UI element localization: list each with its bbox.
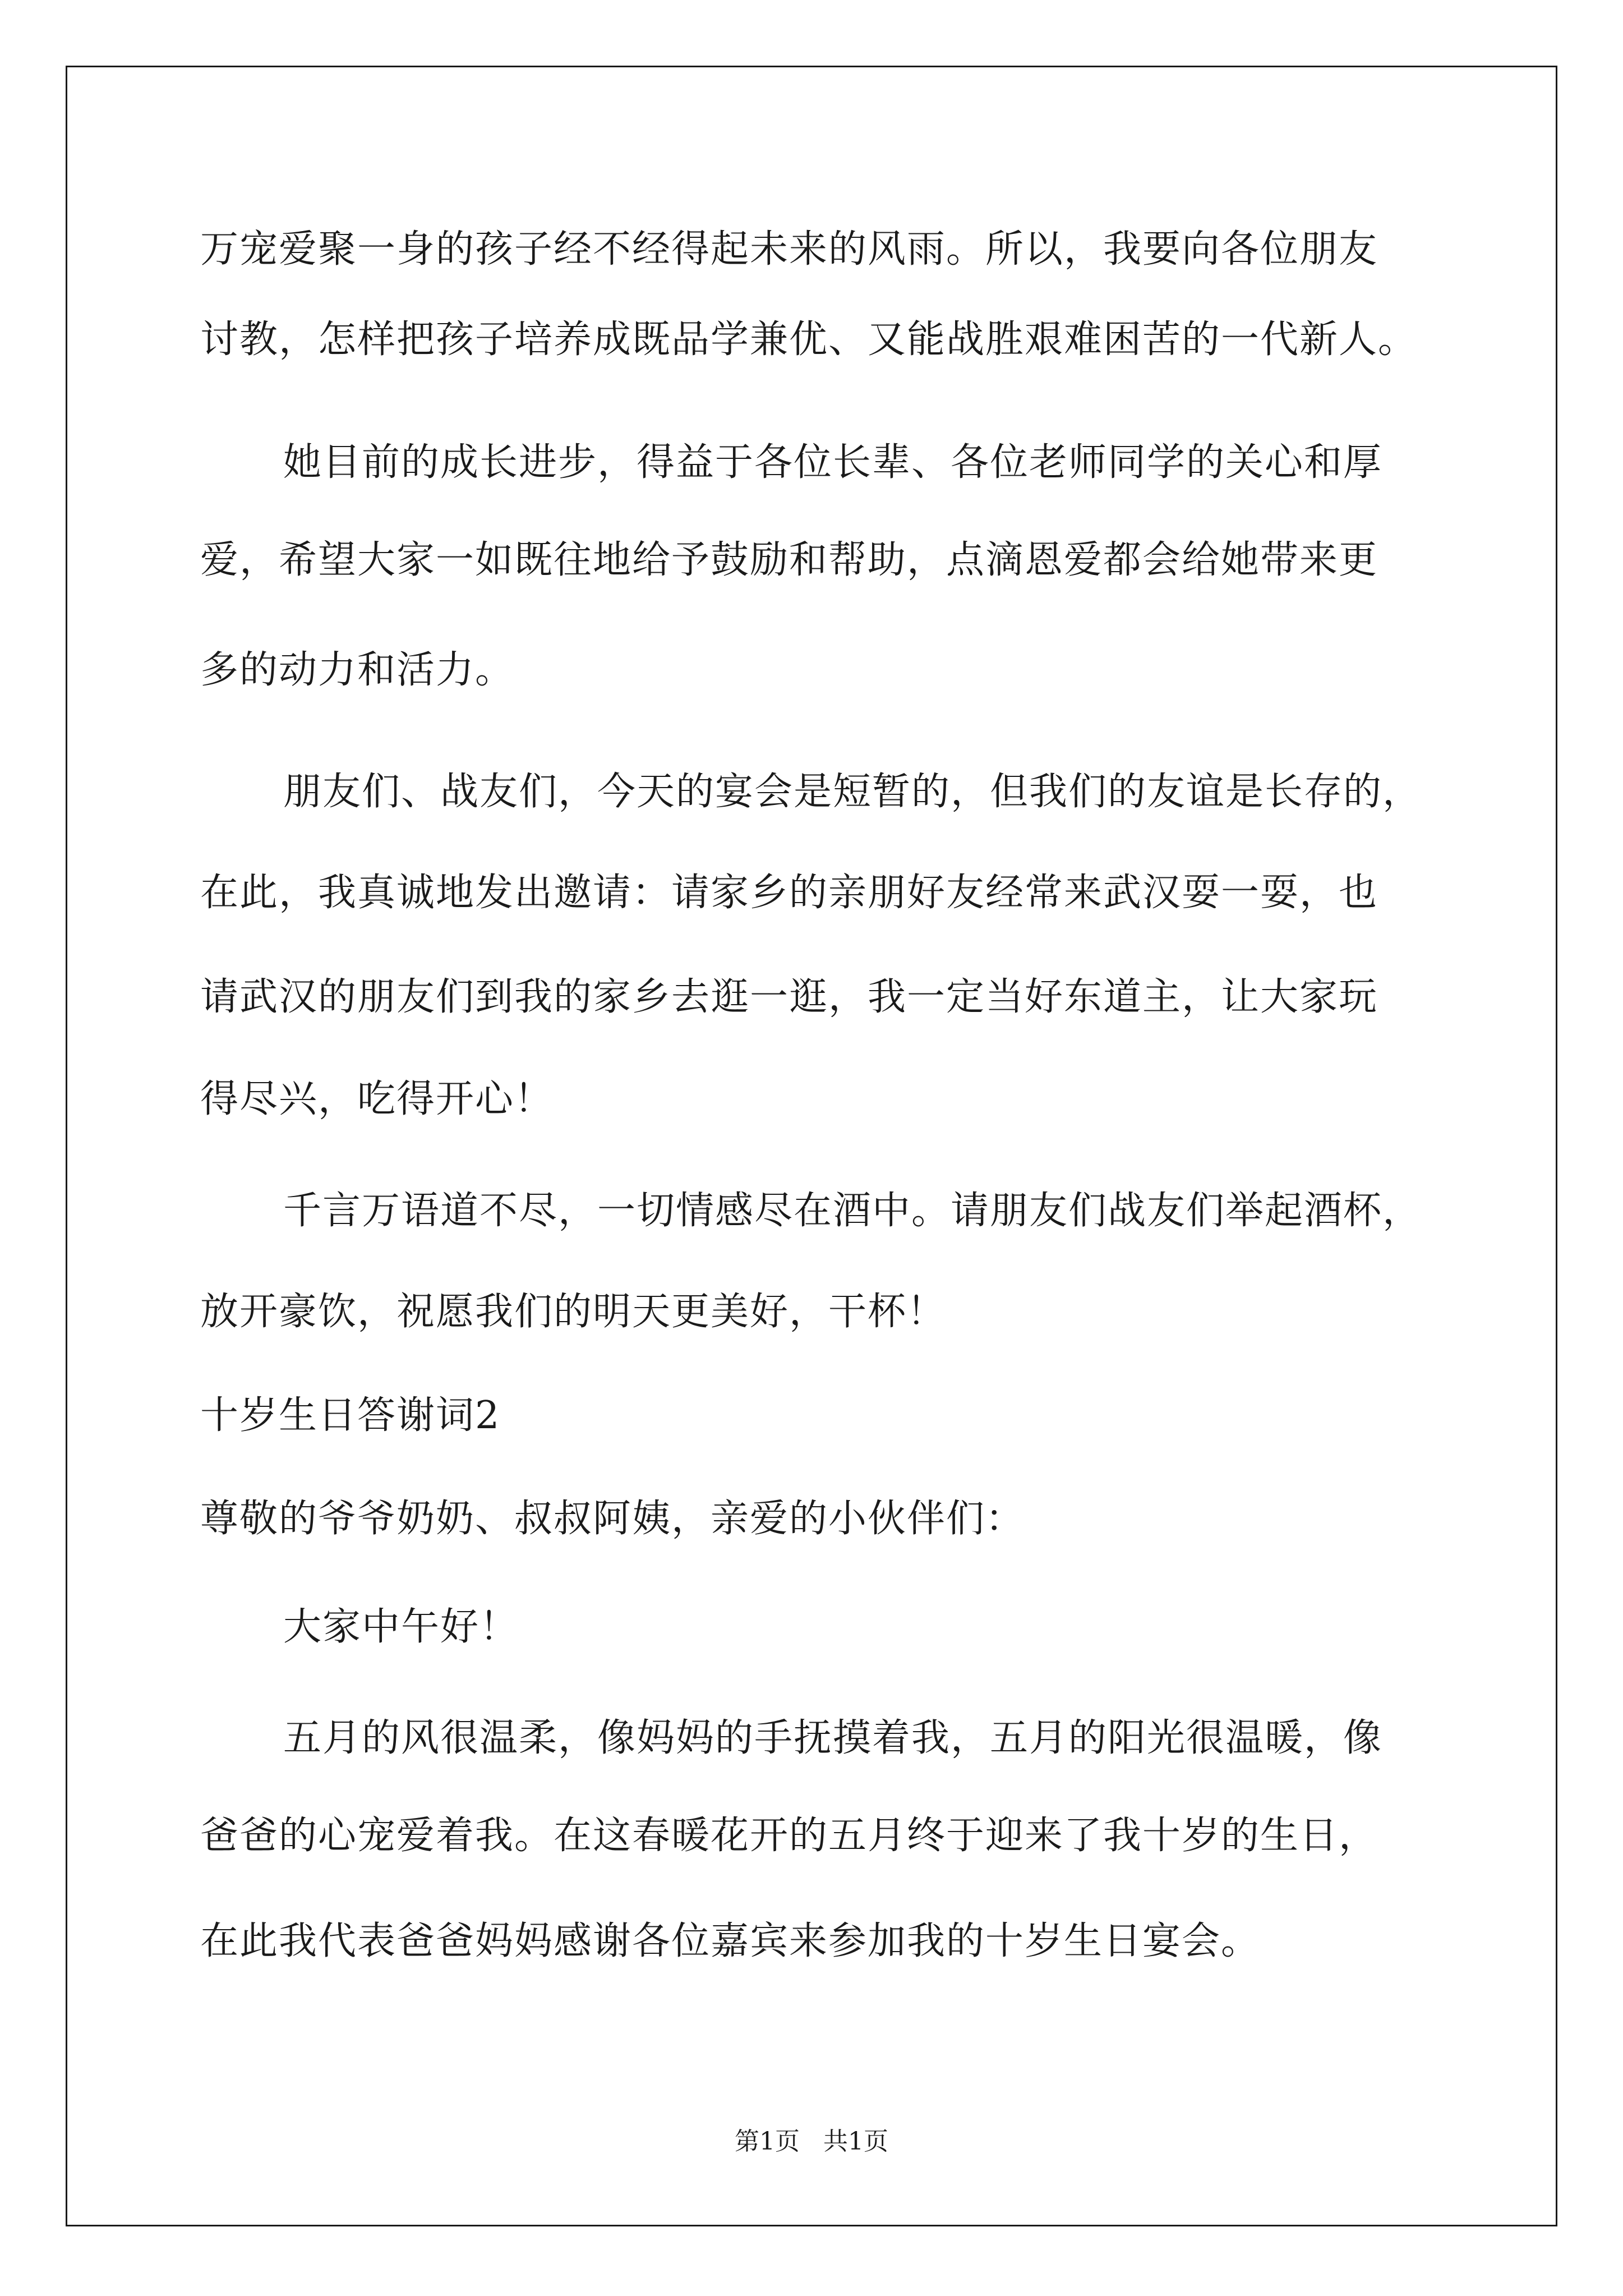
paragraph-line: 五月的风很温柔，像妈妈的手抚摸着我，五月的阳光很温暖，像 <box>283 1716 1383 1760</box>
page-number-total: 共1页 <box>823 2127 888 2156</box>
page-footer <box>0 2125 1623 2159</box>
salutation: 尊敬的爷爷奶奶、叔叔阿姨，亲爱的小伙伴们： <box>200 1497 1025 1541</box>
paragraph-line: 请武汉的朋友们到我的家乡去逛一逛，我一定当好东道主，让大家玩 <box>200 975 1378 1019</box>
paragraph-line: 爸爸的心宠爱着我。在这春暖花开的五月终于迎来了我十岁的生日， <box>200 1814 1378 1858</box>
greeting: 大家中午好！ <box>283 1605 519 1649</box>
paragraph-line: 在此我代表爸爸妈妈感谢各位嘉宾来参加我的十岁生日宴会。 <box>200 1919 1261 1963</box>
paragraph-line: 她目前的成长进步，得益于各位长辈、各位老师同学的关心和厚 <box>283 440 1383 485</box>
paragraph-line: 得尽兴，吃得开心！ <box>200 1077 554 1121</box>
paragraph-line: 在此，我真诚地发出邀请：请家乡的亲朋好友经常来武汉耍一耍，也 <box>200 871 1378 915</box>
page-number-current: 第1页 <box>735 2127 800 2156</box>
paragraph-line: 爱，希望大家一如既往地给予鼓励和帮助，点滴恩爱都会给她带来更 <box>200 538 1378 582</box>
paragraph-line: 万宠爱聚一身的孩子经不经得起未来的风雨。所以，我要向各位朋友 <box>200 227 1378 272</box>
page-border <box>66 66 1557 2226</box>
paragraph-line: 多的动力和活力。 <box>200 648 515 692</box>
paragraph-line: 千言万语道不尽，一切情感尽在酒中。请朋友们战友们举起酒杯， <box>283 1189 1422 1233</box>
paragraph-line: 放开豪饮，祝愿我们的明天更美好，干杯！ <box>200 1290 947 1334</box>
paragraph-line: 朋友们、战友们，今天的宴会是短暂的，但我们的友谊是长存的， <box>283 770 1422 814</box>
section-title: 十岁生日答谢词2 <box>200 1393 501 1438</box>
paragraph-line: 讨教，怎样把孩子培养成既品学兼优、又能战胜艰难困苦的一代新人。 <box>200 318 1418 362</box>
